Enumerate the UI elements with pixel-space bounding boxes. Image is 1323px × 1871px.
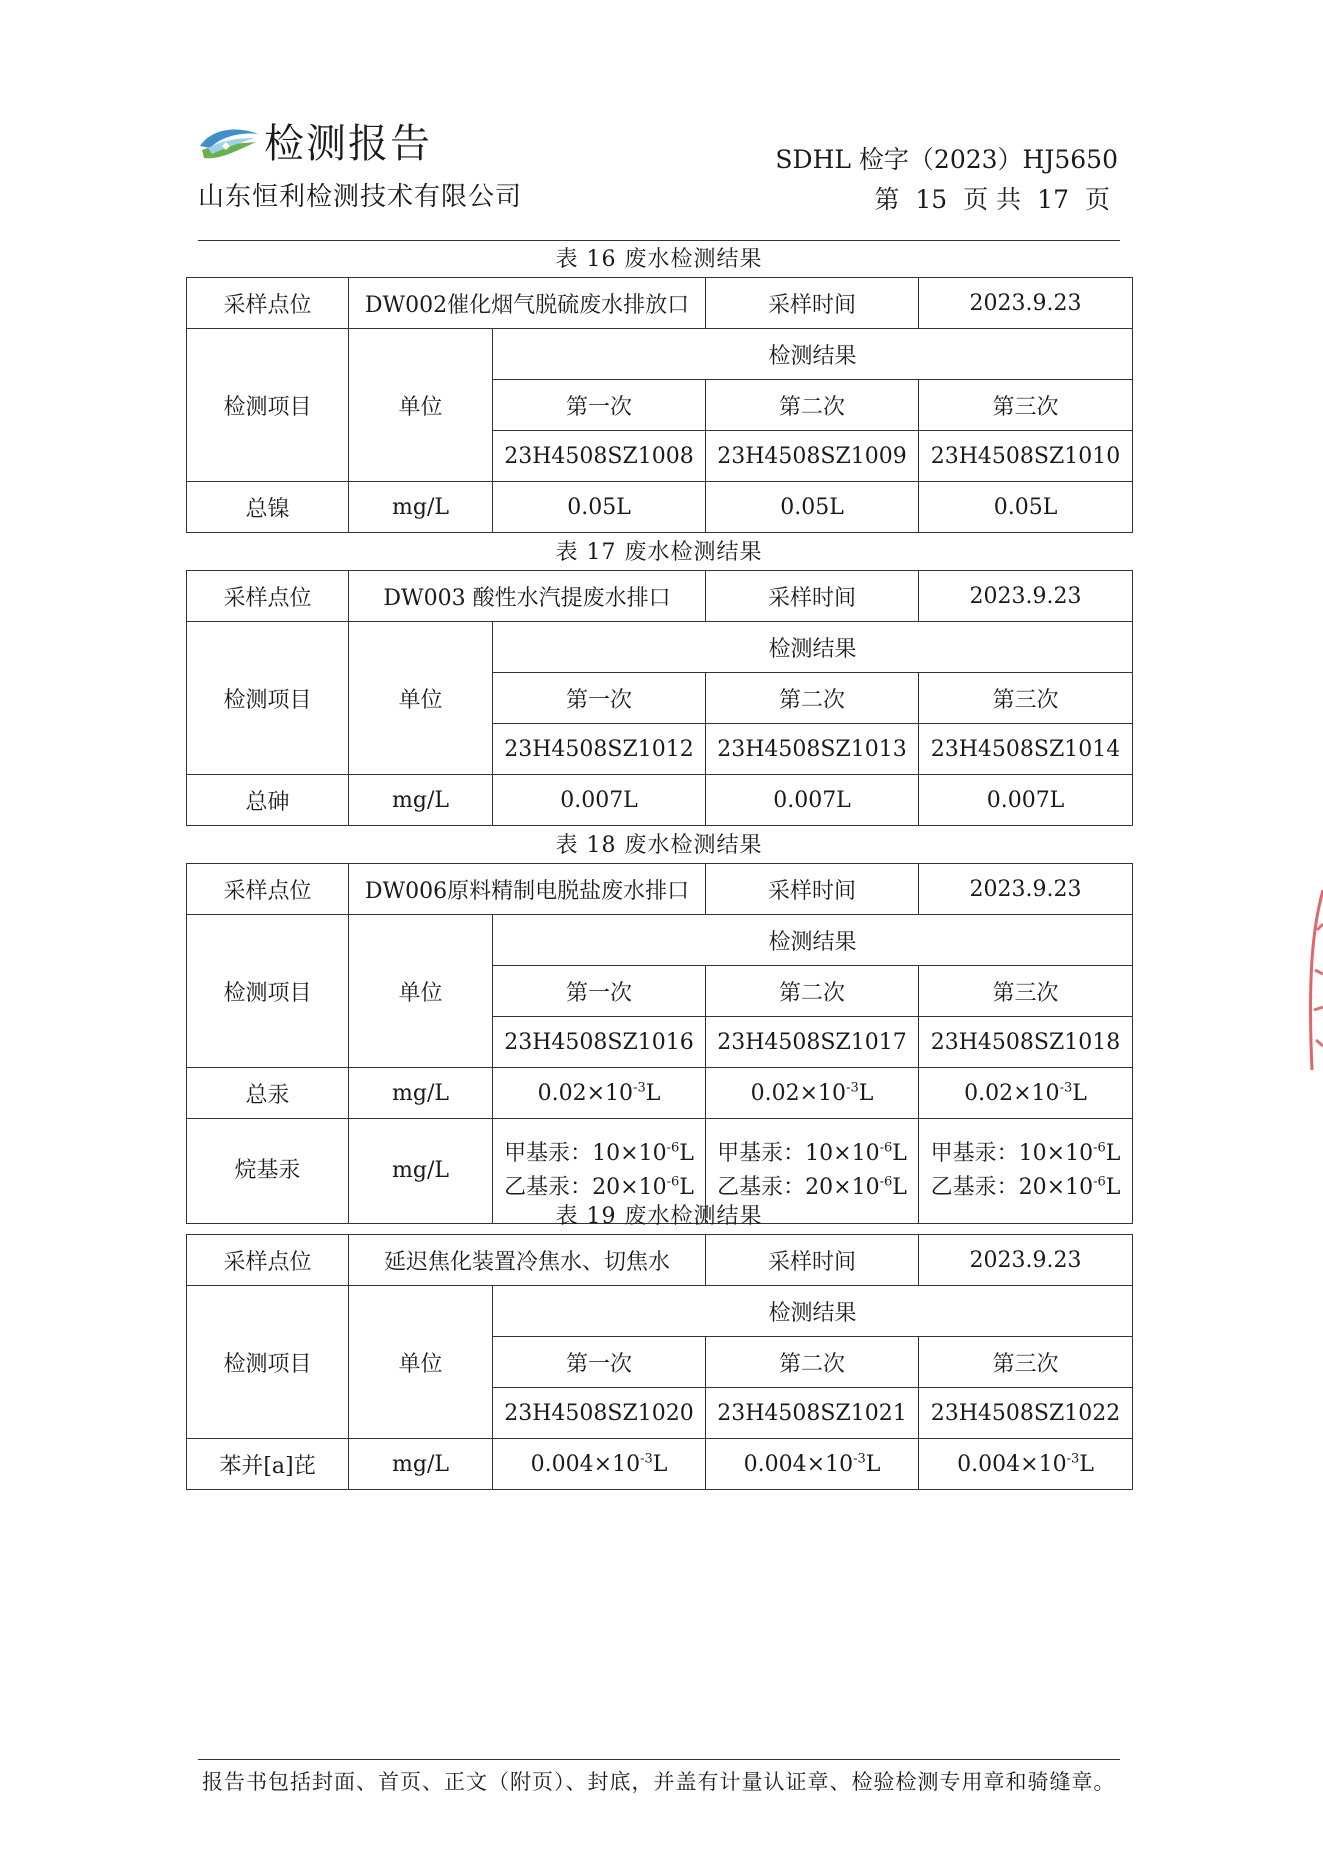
item-unit: mg/L bbox=[349, 775, 493, 826]
item-unit: mg/L bbox=[349, 1439, 493, 1490]
time-value: 2023.9.23 bbox=[919, 278, 1133, 329]
time-label: 采样时间 bbox=[706, 1235, 919, 1286]
item-name: 苯并[a]芘 bbox=[187, 1439, 349, 1490]
unit-label: 单位 bbox=[349, 915, 493, 1068]
result-value: $0.004\times 10^{-3}L$ bbox=[919, 1439, 1133, 1490]
site-value: DW002催化烟气脱硫废水排放口 bbox=[349, 278, 706, 329]
time-label: 采样时间 bbox=[706, 571, 919, 622]
table-caption: 表 18 废水检测结果 bbox=[555, 833, 763, 858]
run-3-label: 第三次 bbox=[919, 1337, 1133, 1388]
seal-stamp-icon bbox=[1302, 890, 1323, 1070]
result-value: $0.02\times 10^{-3}L$ bbox=[919, 1068, 1133, 1119]
report-header-right bbox=[775, 140, 1118, 220]
company-name: 山东恒利检测技术有限公司 bbox=[198, 182, 523, 212]
site-label: 采样点位 bbox=[187, 278, 349, 329]
page-mid: 页 共 bbox=[963, 185, 1022, 214]
table-row bbox=[187, 482, 1133, 533]
run-2-label: 第二次 bbox=[706, 380, 919, 431]
item-name: 烷基汞 bbox=[187, 1119, 349, 1224]
result-value: 0.007L bbox=[919, 775, 1133, 826]
page-prefix: 第 bbox=[874, 185, 900, 214]
methyl-mercury: 甲基汞：$10\times 10^{-6}L$ bbox=[930, 1140, 1121, 1166]
table-caption: 表 16 废水检测结果 bbox=[555, 247, 763, 272]
item-label: 检测项目 bbox=[187, 622, 349, 775]
result-value: 0.007L bbox=[493, 775, 706, 826]
ethyl-mercury: 乙基汞：$20\times 10^{-6}L$ bbox=[717, 1174, 907, 1200]
sample-id: 23H4508SZ1013 bbox=[706, 724, 919, 775]
company-logo-icon bbox=[198, 124, 260, 164]
report-number: SDHL 检字（2023）HJ5650 bbox=[775, 145, 1118, 174]
page-suffix: 页 bbox=[1084, 185, 1110, 214]
run-1-label: 第一次 bbox=[493, 673, 706, 724]
sample-id: 23H4508SZ1012 bbox=[493, 724, 706, 775]
page-total: 17 bbox=[1037, 185, 1069, 214]
time-value: 2023.9.23 bbox=[919, 864, 1133, 915]
table-row bbox=[187, 775, 1133, 826]
result-label: 检测结果 bbox=[493, 1286, 1133, 1337]
site-label: 采样点位 bbox=[187, 571, 349, 622]
methyl-mercury: 甲基汞：$10\times 10^{-6}L$ bbox=[717, 1140, 907, 1166]
result-table bbox=[186, 570, 1133, 826]
run-3-label: 第三次 bbox=[919, 966, 1133, 1017]
result-table bbox=[186, 1234, 1133, 1490]
page-indicator bbox=[775, 180, 1118, 220]
logo-row bbox=[198, 122, 522, 166]
site-value: 延迟焦化装置冷焦水、切焦水 bbox=[349, 1235, 706, 1286]
methyl-mercury: 甲基汞：$10\times 10^{-6}L$ bbox=[504, 1140, 694, 1166]
site-label: 采样点位 bbox=[187, 864, 349, 915]
result-value: 0.05L bbox=[706, 482, 919, 533]
run-3-label: 第三次 bbox=[919, 380, 1133, 431]
result-table bbox=[186, 863, 1133, 1224]
item-name: 总镍 bbox=[187, 482, 349, 533]
result-label: 检测结果 bbox=[493, 915, 1133, 966]
footer-note: 报告书包括封面、首页、正文（附页）、封底，并盖有计量认证章、检验检测专用章和骑缝章。 bbox=[202, 1770, 1116, 1794]
result-label: 检测结果 bbox=[493, 622, 1133, 673]
result-value: 0.05L bbox=[493, 482, 706, 533]
report-title: 检测报告 bbox=[264, 121, 432, 167]
sample-id: 23H4508SZ1010 bbox=[919, 431, 1133, 482]
item-name: 总汞 bbox=[187, 1068, 349, 1119]
table-19 bbox=[186, 1200, 1132, 1490]
sample-id: 23H4508SZ1014 bbox=[919, 724, 1133, 775]
site-value: DW006原料精制电脱盐废水排口 bbox=[349, 864, 706, 915]
page-current: 15 bbox=[915, 185, 948, 214]
item-unit: mg/L bbox=[349, 1068, 493, 1119]
run-3-label: 第三次 bbox=[919, 673, 1133, 724]
sample-id: 23H4508SZ1008 bbox=[493, 431, 706, 482]
item-label: 检测项目 bbox=[187, 329, 349, 482]
item-label: 检测项目 bbox=[187, 915, 349, 1068]
result-value: $0.004\times 10^{-3}L$ bbox=[706, 1439, 919, 1490]
sample-id: 23H4508SZ1018 bbox=[919, 1017, 1133, 1068]
sample-id: 23H4508SZ1009 bbox=[706, 431, 919, 482]
time-value: 2023.9.23 bbox=[919, 1235, 1133, 1286]
run-1-label: 第一次 bbox=[493, 966, 706, 1017]
time-label: 采样时间 bbox=[706, 278, 919, 329]
table-17 bbox=[186, 536, 1132, 826]
item-label: 检测项目 bbox=[187, 1286, 349, 1439]
run-1-label: 第一次 bbox=[493, 1337, 706, 1388]
result-value: $0.02\times 10^{-3}L$ bbox=[493, 1068, 706, 1119]
site-label: 采样点位 bbox=[187, 1235, 349, 1286]
table-caption: 表 19 废水检测结果 bbox=[555, 1204, 763, 1229]
table-18 bbox=[186, 829, 1132, 1224]
run-2-label: 第二次 bbox=[706, 1337, 919, 1388]
unit-label: 单位 bbox=[349, 329, 493, 482]
sample-id: 23H4508SZ1017 bbox=[706, 1017, 919, 1068]
time-value: 2023.9.23 bbox=[919, 571, 1133, 622]
table-row bbox=[187, 1068, 1133, 1119]
run-2-label: 第二次 bbox=[706, 673, 919, 724]
result-value: 0.05L bbox=[919, 482, 1133, 533]
run-1-label: 第一次 bbox=[493, 380, 706, 431]
result-value: 0.007L bbox=[706, 775, 919, 826]
table-16 bbox=[186, 243, 1132, 533]
item-name: 总砷 bbox=[187, 775, 349, 826]
time-label: 采样时间 bbox=[706, 864, 919, 915]
site-value: DW003 酸性水汽提废水排口 bbox=[349, 571, 706, 622]
sample-id: 23H4508SZ1021 bbox=[706, 1388, 919, 1439]
result-table bbox=[186, 277, 1133, 533]
sample-id: 23H4508SZ1022 bbox=[919, 1388, 1133, 1439]
item-unit: mg/L bbox=[349, 482, 493, 533]
unit-label: 单位 bbox=[349, 1286, 493, 1439]
item-unit: mg/L bbox=[349, 1119, 493, 1224]
result-value: $0.004\times 10^{-3}L$ bbox=[493, 1439, 706, 1490]
footer-divider bbox=[198, 1759, 1120, 1760]
result-value: $0.02\times 10^{-3}L$ bbox=[706, 1068, 919, 1119]
table-row bbox=[187, 1439, 1133, 1490]
table-caption: 表 17 废水检测结果 bbox=[555, 540, 763, 565]
ethyl-mercury: 乙基汞：$20\times 10^{-6}L$ bbox=[504, 1174, 694, 1200]
report-header-left bbox=[198, 122, 522, 213]
header-divider bbox=[198, 240, 1120, 241]
result-label: 检测结果 bbox=[493, 329, 1133, 380]
ethyl-mercury: 乙基汞：$20\times 10^{-6}L$ bbox=[930, 1174, 1121, 1200]
unit-label: 单位 bbox=[349, 622, 493, 775]
sample-id: 23H4508SZ1020 bbox=[493, 1388, 706, 1439]
sample-id: 23H4508SZ1016 bbox=[493, 1017, 706, 1068]
run-2-label: 第二次 bbox=[706, 966, 919, 1017]
